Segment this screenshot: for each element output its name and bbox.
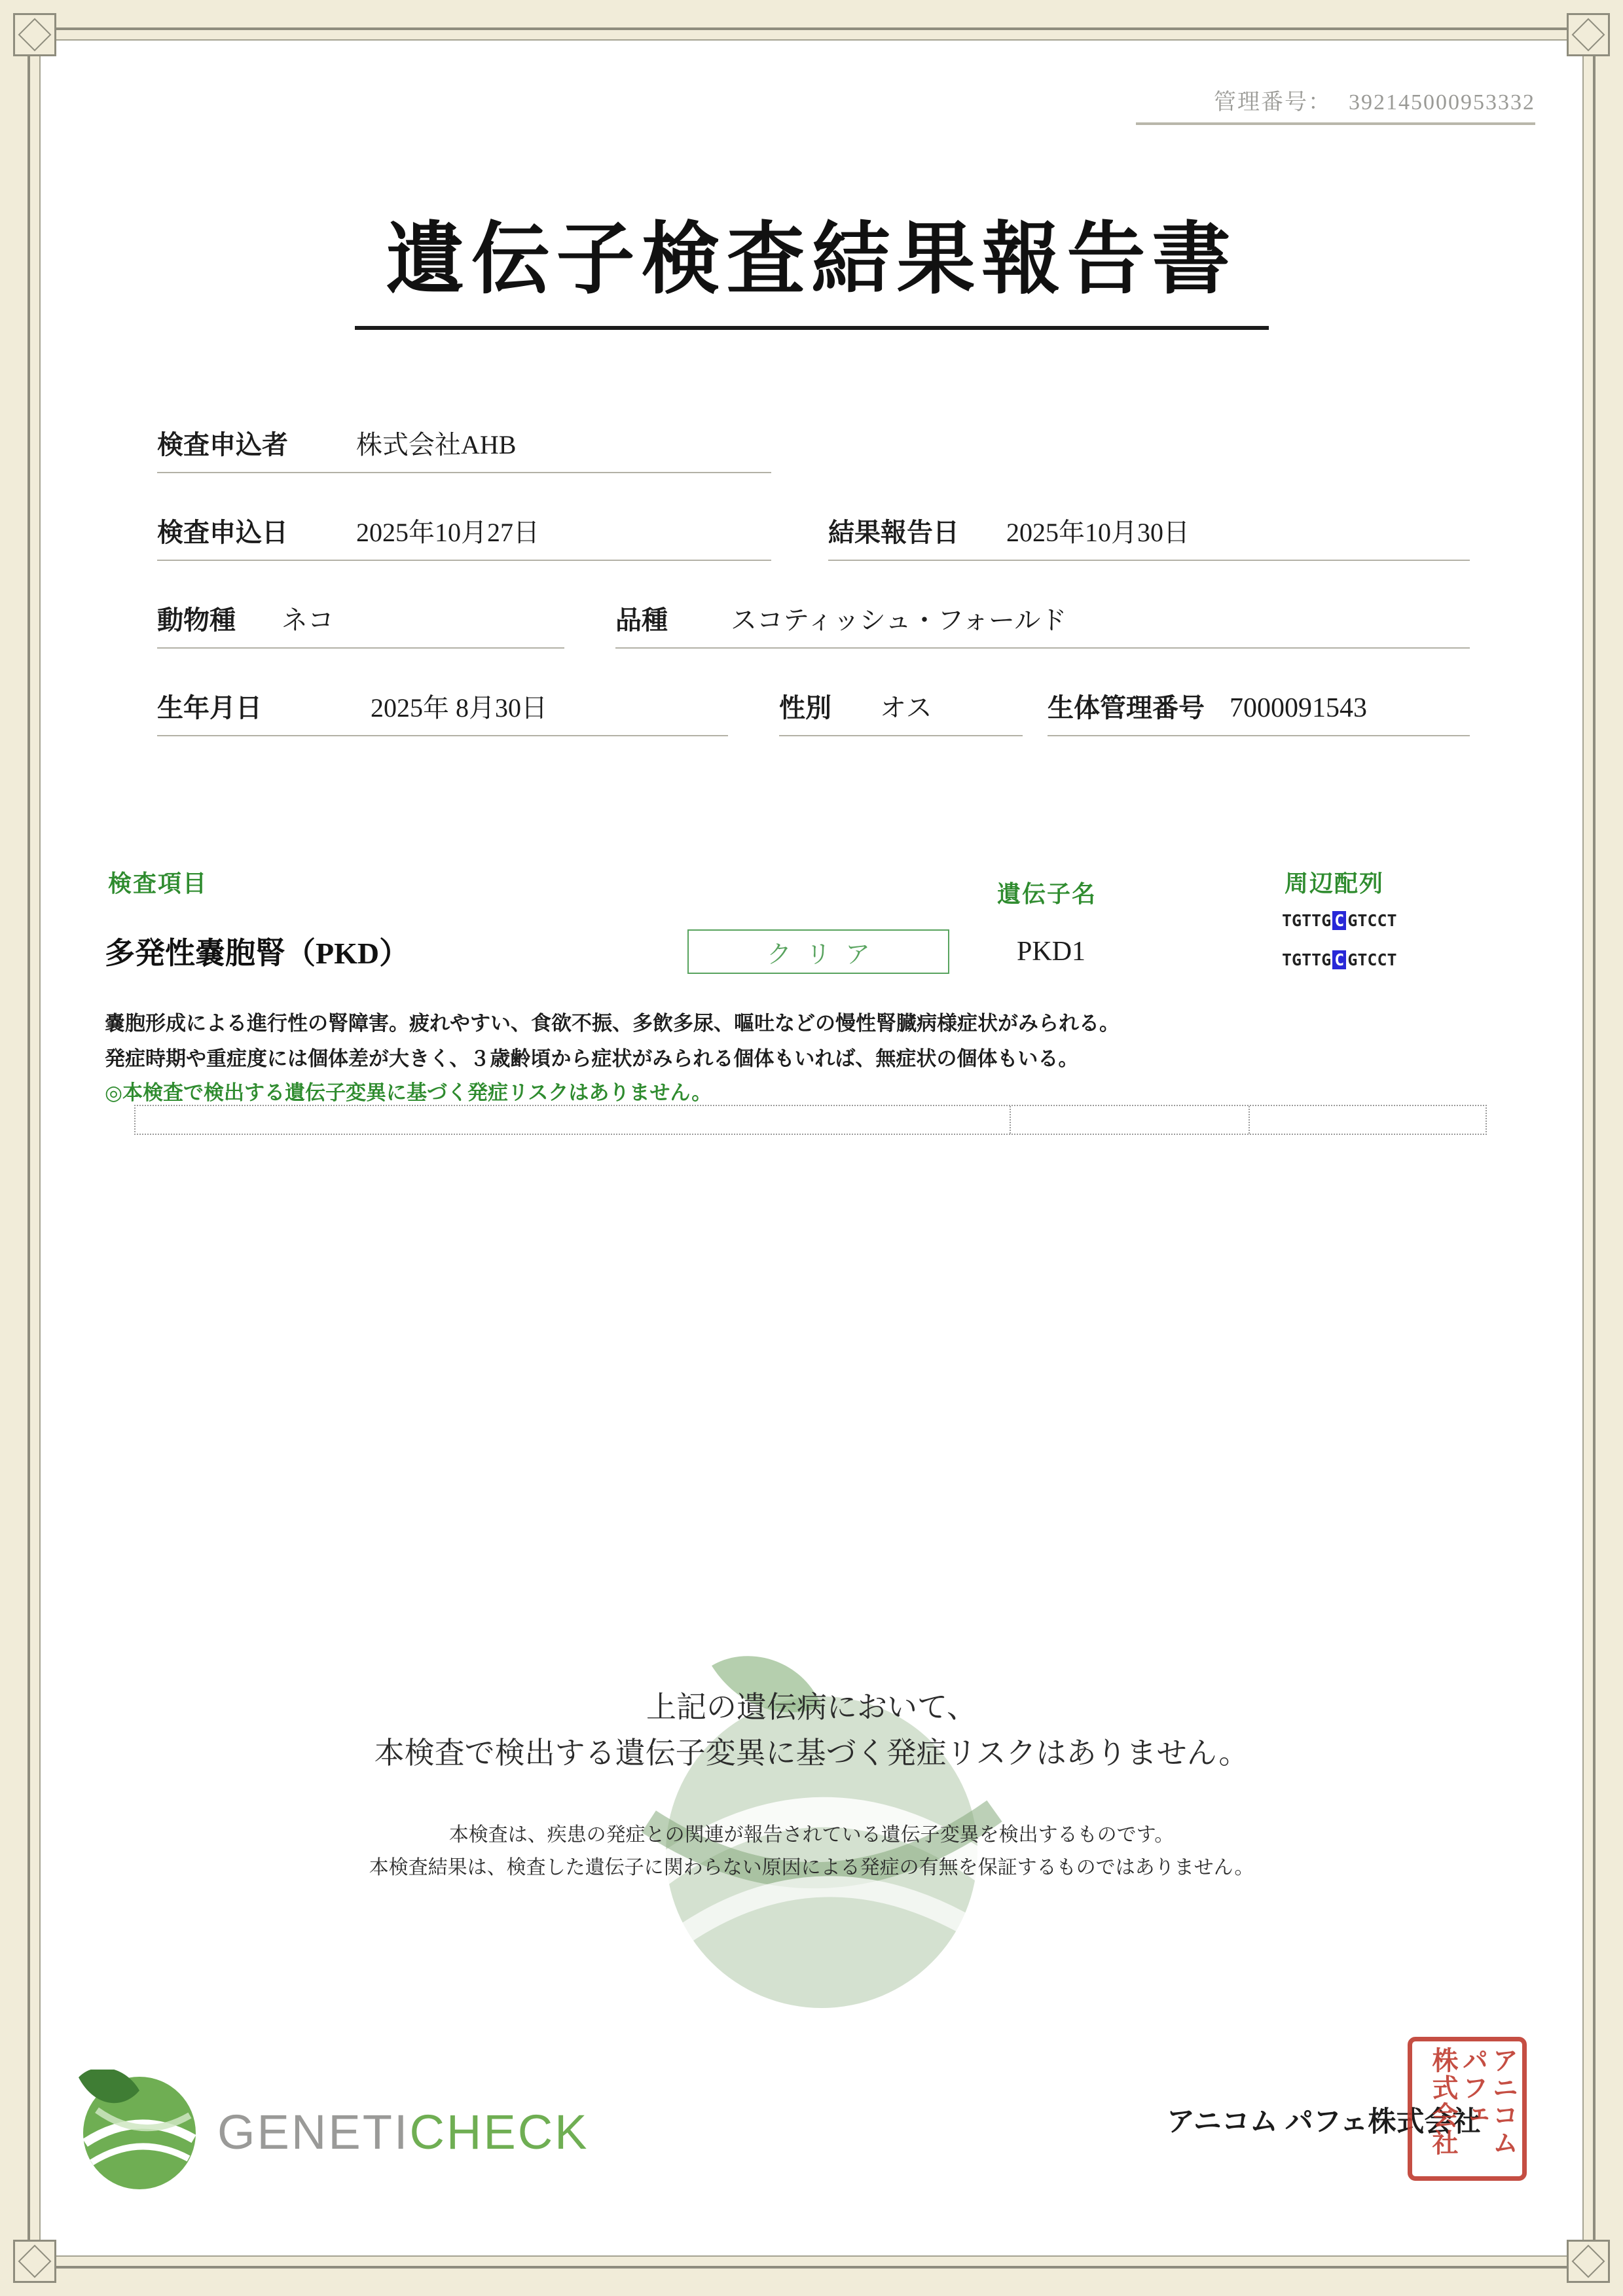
frame-corner-ornament	[13, 13, 56, 56]
summary-line1: 上記の遺伝病において、	[646, 1690, 977, 1724]
frame-corner-ornament	[13, 2240, 56, 2283]
control-number	[1136, 84, 1535, 125]
apply-date-row	[157, 512, 771, 561]
gene-name-value: PKD1	[1017, 937, 1086, 967]
test-item-name: 多発性嚢胞腎（PKD）	[105, 937, 410, 970]
applicant-label: 検査申込者	[157, 430, 288, 459]
risk-note: ◎本検査で検出する遺伝子変異に基づく発症リスクはありません。	[105, 1081, 712, 1104]
disease-description-line1: 嚢胞形成による進行性の腎障害。疲れやすい、食欲不振、多飲多尿、嘔吐などの慢性腎臓病様症状がみられる。	[105, 1012, 1120, 1035]
sequence-header: 周辺配列	[1285, 870, 1385, 897]
sequence-prefix: TGTTG	[1282, 950, 1332, 969]
geneticheck-logo-mark	[77, 2070, 202, 2194]
birth-date-row	[157, 687, 728, 736]
species-row	[157, 600, 564, 649]
seal-column-1: アニコム	[1489, 2047, 1518, 2157]
seal-column-2: パフェ	[1459, 2047, 1488, 2129]
test-item-header: 検査項目	[108, 870, 208, 897]
company-name: アニコム パフェ株式会社	[1167, 2107, 1481, 2138]
wordmark-geneti: GENETI	[217, 2104, 410, 2159]
result-status-label: クリア	[766, 941, 884, 969]
frame-corner-ornament	[1567, 2240, 1610, 2283]
animal-id-value: 7000091543	[1230, 693, 1367, 723]
birth-date-value: 2025年 8月30日	[371, 693, 547, 723]
summary-note2: 本検査結果は、検査した遺伝子に関わらない原因による発症の有無を保証するものではありません。	[369, 1857, 1254, 1878]
disease-description-line2: 発症時期や重症度には個体差が大きく、３歳齢頃から症状がみられる個体もいれば、無症状の個体もいる。	[105, 1047, 1079, 1070]
sequence-variant: C	[1332, 950, 1346, 969]
breed-value: スコティッシュ・フォールド	[731, 605, 1067, 635]
sequence-suffix: GTCCT	[1347, 911, 1397, 930]
sequence-line-1	[1282, 911, 1397, 930]
species-value: ネコ	[282, 605, 334, 635]
report-date-row	[828, 512, 1470, 561]
page-title: 遺伝子検査結果報告書	[355, 196, 1269, 330]
applicant-row	[157, 424, 771, 473]
company-seal	[1408, 2037, 1527, 2181]
seal-column-3: 株式会社	[1429, 2047, 1458, 2157]
sequence-variant: C	[1332, 911, 1346, 930]
control-number-label: 管理番号：	[1214, 90, 1332, 115]
birth-date-label: 生年月日	[157, 693, 262, 723]
animal-id-label: 生体管理番号	[1048, 693, 1205, 723]
sequence-line-2	[1282, 950, 1397, 969]
report-date-label: 結果報告日	[828, 518, 959, 547]
sequence-prefix: TGTTG	[1282, 911, 1332, 930]
breed-label: 品種	[615, 605, 668, 635]
summary-line2: 本検査で検出する遺伝子変異に基づく発症リスクはありません。	[374, 1736, 1249, 1770]
sex-label: 性別	[779, 693, 831, 723]
control-number-value: 392145000953332	[1349, 90, 1535, 115]
geneticheck-logo	[77, 2070, 589, 2194]
geneticheck-wordmark	[217, 2104, 589, 2160]
apply-date-label: 検査申込日	[157, 518, 288, 547]
breed-row	[615, 600, 1470, 649]
wordmark-check: CHECK	[409, 2104, 589, 2159]
frame-corner-ornament	[1567, 13, 1610, 56]
empty-result-row	[134, 1105, 1487, 1135]
result-status-badge	[687, 929, 949, 974]
species-label: 動物種	[157, 605, 236, 635]
apply-date-value: 2025年10月27日	[356, 518, 539, 547]
dotted-divider	[1249, 1106, 1250, 1134]
sex-row	[779, 687, 1023, 736]
report-date-value: 2025年10月30日	[1006, 518, 1190, 547]
sequence-suffix: GTCCT	[1347, 950, 1397, 969]
summary-note1: 本検査は、疾患の発症との関連が報告されている遺伝子変異を検出するものです。	[448, 1824, 1175, 1846]
sex-value: オス	[880, 693, 932, 723]
applicant-value: 株式会社AHB	[356, 430, 517, 459]
dotted-divider	[1010, 1106, 1011, 1134]
gene-name-header: 遺伝子名	[997, 881, 1097, 907]
animal-id-row	[1048, 687, 1470, 736]
